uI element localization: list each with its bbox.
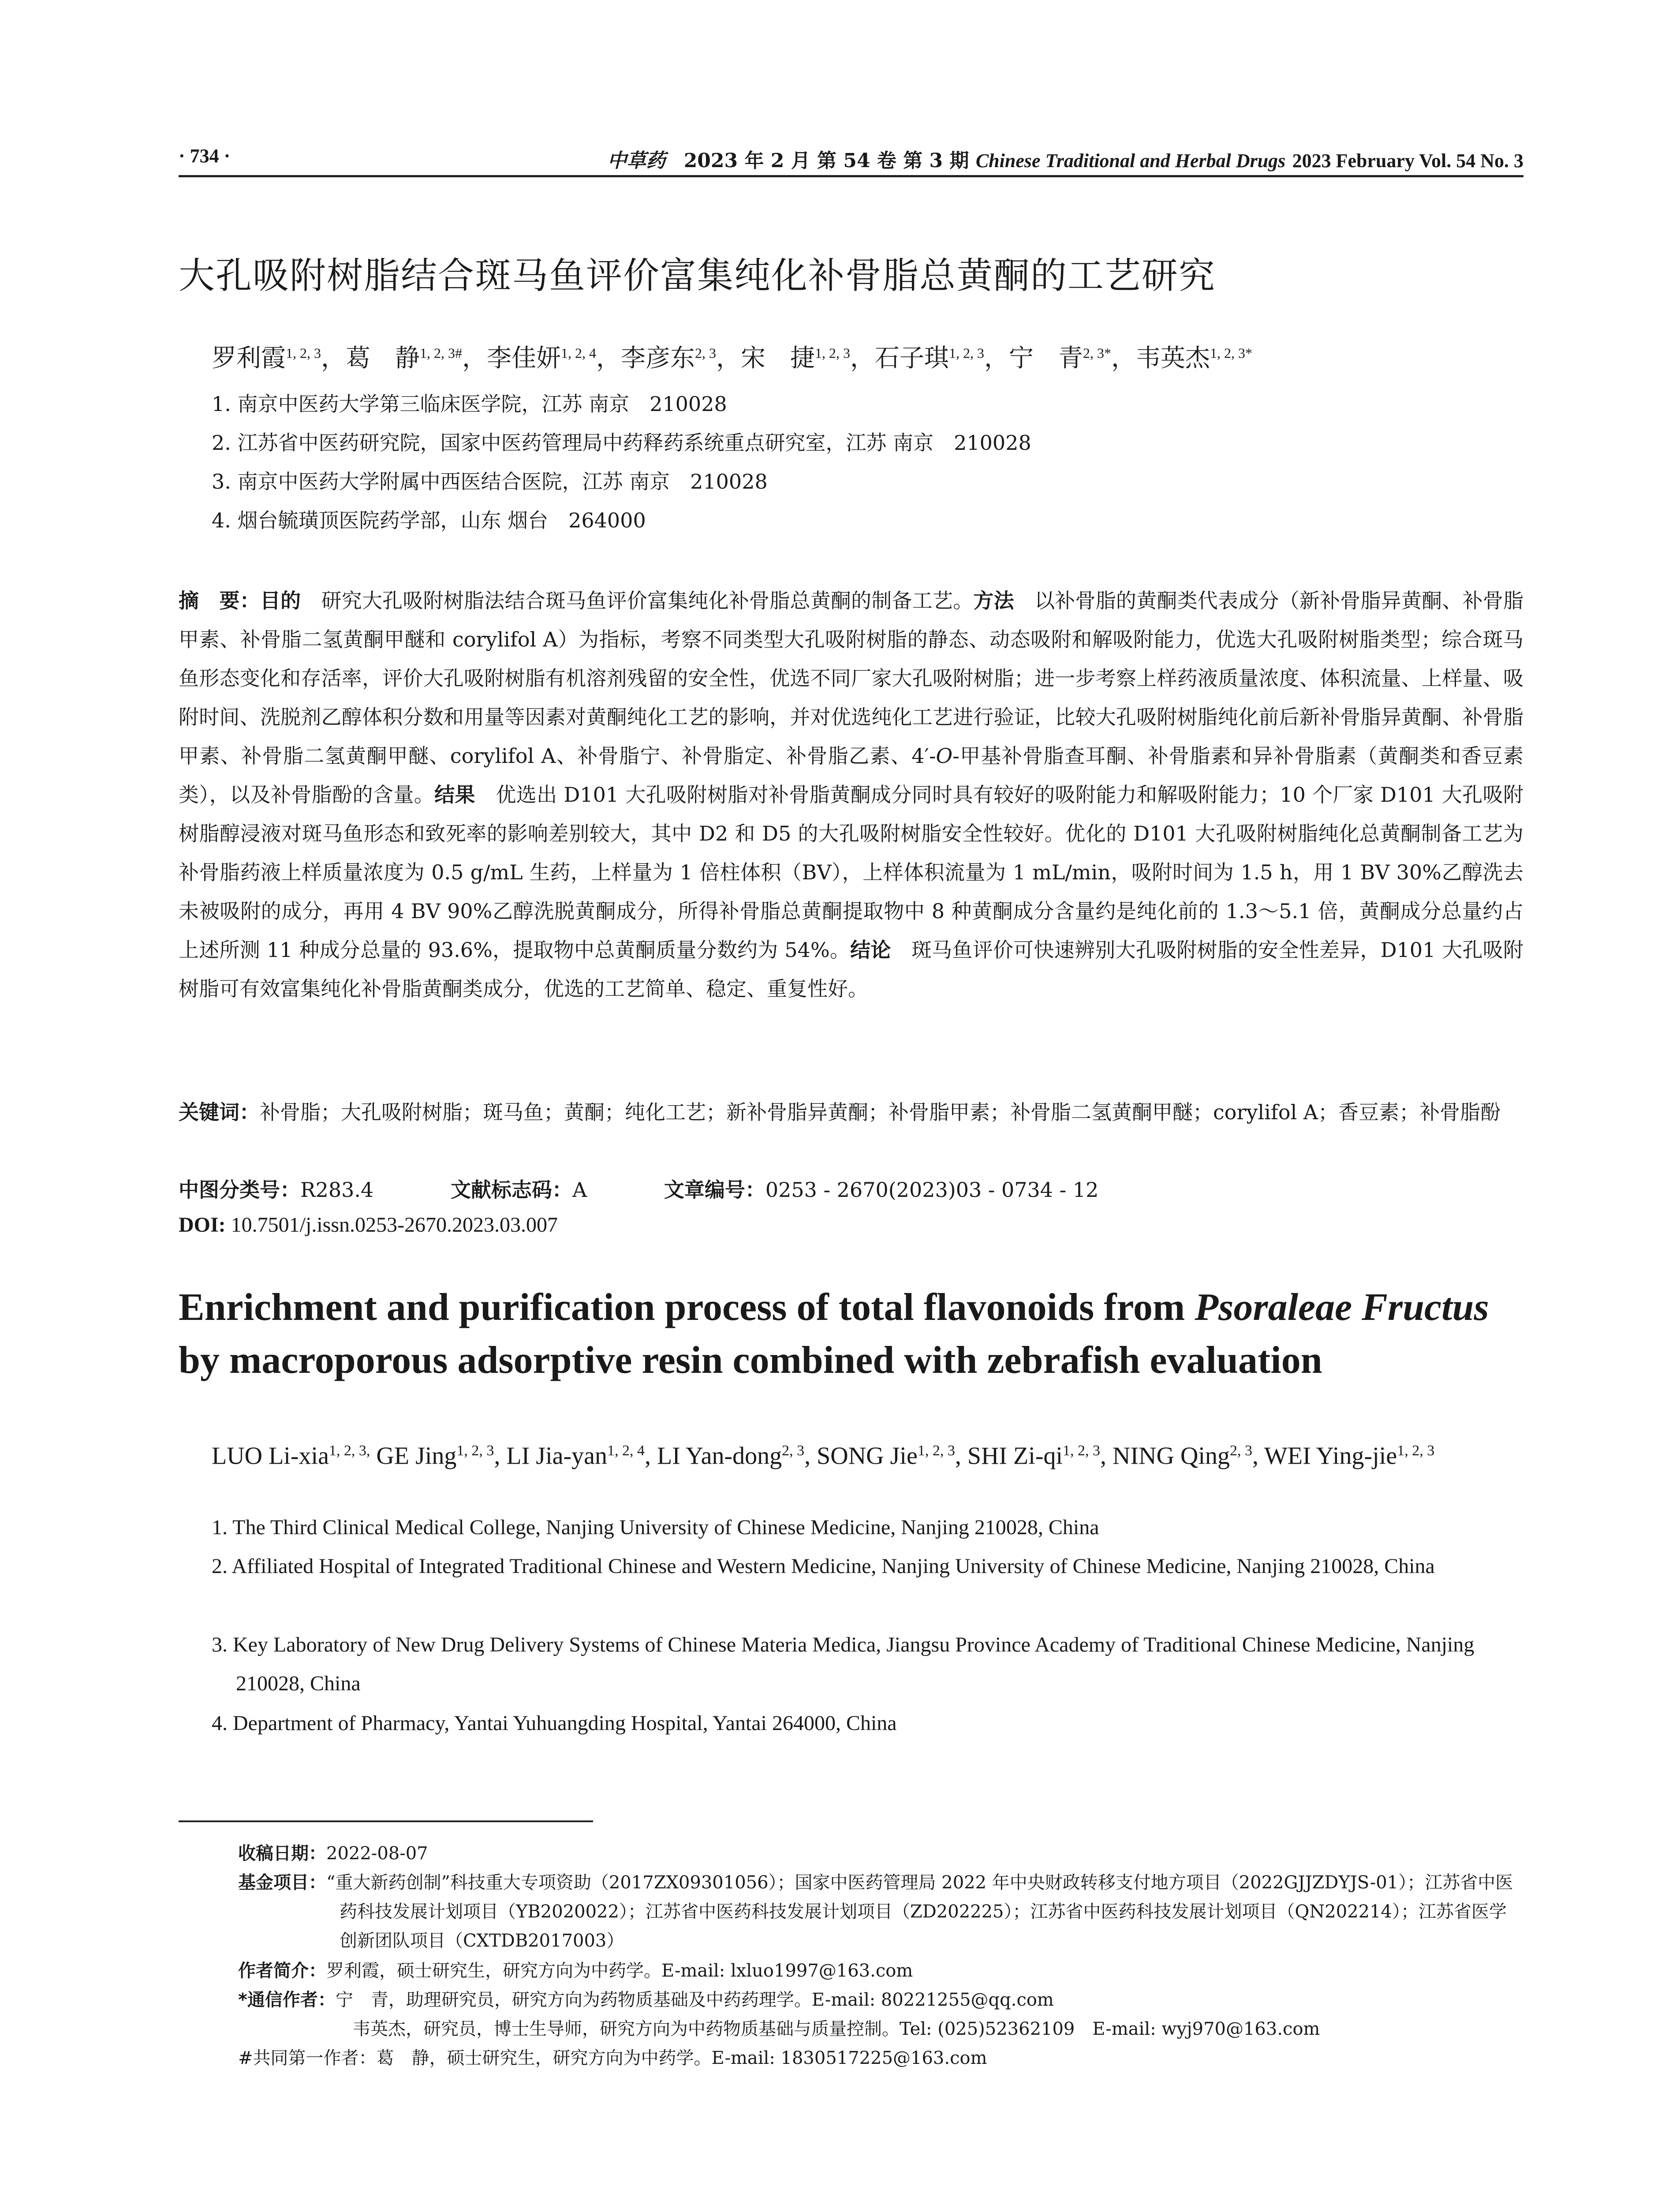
doi-link[interactable]: 10.7501/j.issn.0253-2670.2023.03.007 [225, 1213, 558, 1237]
doi-label: DOI: [179, 1213, 226, 1237]
author-cn-name: 宁 青 [1009, 344, 1083, 373]
article-no-label: 文章编号： [664, 1178, 765, 1202]
author-en-name: SONG Jie [817, 1442, 918, 1470]
clc-label: 中图分类号： [179, 1178, 300, 1202]
conclusion-label: 结论 [850, 938, 891, 962]
author-cn-separator: ， [984, 344, 1009, 373]
clc-value: R283.4 [300, 1178, 374, 1202]
footnote-fund [238, 1868, 1523, 1955]
author-en-separator: , [804, 1442, 817, 1470]
author-cn-affiliation-marker: 1, 2, 3 [815, 345, 850, 361]
article-no-value: 0253 - 2670(2023)03 - 0734 - 12 [765, 1178, 1099, 1202]
journal-logo: 中草药 [607, 149, 666, 172]
author-en-affiliation-marker: 2, 3 [782, 1443, 805, 1459]
title-en-italic: Psoraleae Fructus [1195, 1286, 1489, 1329]
fund-label: 基金项目： [238, 1872, 326, 1893]
author-cn-affiliation-marker: 2, 3* [1083, 345, 1111, 361]
affiliation-cn-1: 1. 南京中医药大学第三临床医学院，江苏 南京 210028 [212, 392, 727, 416]
author-bio-text: 罗利霞，硕士研究生，研究方向为中药学。E-mail: lxluo1997@163.com [326, 1961, 913, 1981]
author-en-name: LI Jia-yan [506, 1442, 607, 1470]
author-en-affiliation-marker: 1, 2, 3 [917, 1443, 955, 1459]
journal-info [607, 145, 1523, 173]
title-en [179, 1281, 1523, 1387]
keywords [179, 1093, 1523, 1132]
author-cn-affiliation-marker: 1, 2, 3* [1210, 345, 1252, 361]
abstract-cn [179, 581, 1523, 1008]
header-rule [179, 175, 1523, 177]
affiliation-en-1: 1. The Third Clinical Medical College, Nanjing University of Chinese Medicine, Nanjing 210028, China [212, 1516, 1099, 1539]
author-cn-affiliation-marker: 2, 3 [695, 345, 716, 361]
result-label: 结果 [434, 783, 475, 807]
doc-code-label: 文献标志码： [450, 1178, 572, 1202]
author-cn-name: 李佳妍 [487, 344, 561, 373]
author-cn-affiliation-marker: 1, 2, 3 [949, 345, 984, 361]
author-cn-name: 宋 捷 [741, 344, 815, 373]
affiliation-en-3: 3. Key Laboratory of New Drug Delivery Systems of Chinese Materia Medica, Jiangsu Province Academy of Traditional Chinese Medicine, Nanjing 210028, China [212, 1633, 1475, 1695]
received-date: 2022-08-07 [326, 1843, 428, 1864]
author-en-name: LUO Li-xia [212, 1442, 329, 1470]
author-en-separator: , [1100, 1442, 1113, 1470]
footnote-cofirst: #共同第一作者：葛 静，硕士研究生，研究方向为中药学。E-mail: 1830517225@163.com [238, 2048, 987, 2068]
author-cn-affiliation-marker: 1, 2, 3 [286, 345, 321, 361]
author-en-affiliation-marker: 1, 2, 3 [456, 1443, 494, 1459]
author-en-name: LI Yan-dong [657, 1442, 782, 1470]
keywords-text: 补骨脂；大孔吸附树脂；斑马鱼；黄酮；纯化工艺；新补骨脂异黄酮；补骨脂甲素；补骨脂二氢黄酮甲醚；corylifol A；香豆素；补骨脂酚 [260, 1100, 1501, 1124]
footnote-corresponding-2: 韦英杰，研究员，博士生导师，研究方向为中药物质基础与质量控制。Tel: (025)52362109 E-mail: wyj970@163.com [353, 2019, 1320, 2039]
corresponding-label: *通信作者： [238, 1990, 336, 2010]
method-tail: -甲基补骨脂查耳酮、补骨脂素和异补骨脂素（黄酮类和香豆素类），以及补骨脂酚的含量。 [179, 744, 1524, 807]
author-en-affiliation-marker: 1, 2, 3, [329, 1443, 370, 1459]
abstract-label: 摘 要： [179, 589, 260, 613]
author-en-affiliation-marker: 2, 3 [1230, 1443, 1253, 1459]
doc-code-value: A [572, 1178, 587, 1202]
author-en-separator: , [955, 1442, 967, 1470]
author-cn-name: 韦英杰 [1136, 344, 1210, 373]
authors-cn [212, 339, 1252, 374]
author-cn-separator: ， [321, 344, 346, 373]
author-en-separator [370, 1443, 376, 1470]
author-en-separator: , [645, 1442, 657, 1470]
conclusion-text: 斑马鱼评价可快速辨别大孔吸附树脂的安全性差异，D101 大孔吸附树脂可有效富集纯化补骨脂黄酮类成分，优选的工艺简单、稳定、重复性好。 [179, 938, 1524, 1001]
author-cn-affiliation-marker: 1, 2, 4 [561, 345, 596, 361]
author-cn-name: 葛 静 [346, 344, 420, 373]
authors-en [212, 1431, 1523, 1476]
corresponding-1-text: 宁 青，助理研究员，研究方向为药物质基础及中药药理学。E-mail: 80221255@qq.com [335, 1990, 1054, 2010]
keywords-label: 关键词： [179, 1100, 260, 1124]
title-en-part1: Enrichment and purification process of total flavonoids from [179, 1286, 1195, 1329]
author-en-separator: , [1252, 1442, 1265, 1470]
running-header [179, 140, 1523, 176]
footnote-corresponding-1 [238, 1985, 1523, 2014]
author-en-name: WEI Ying-jie [1264, 1442, 1397, 1470]
footnote-author [238, 1956, 1523, 1985]
author-cn-name: 李彦东 [621, 344, 695, 373]
affiliation-cn-2: 2. 江苏省中医药研究院，国家中医药管理局中药释药系统重点研究室，江苏 南京 210028 [212, 431, 1031, 455]
footnote-received [238, 1839, 1523, 1868]
journal-issue-cn: 2023 年 2 月 第 54 卷 第 3 期 [683, 149, 969, 172]
title-cn: 大孔吸附树脂结合斑马鱼评价富集纯化补骨脂总黄酮的工艺研究 [179, 255, 1216, 297]
title-en-part2: by macroporous adsorptive resin combined with zebrafish evaluation [179, 1339, 1322, 1382]
author-en-affiliation-marker: 1, 2, 3 [1397, 1443, 1435, 1459]
doi-line [179, 1213, 558, 1237]
author-en-name: NING Qing [1113, 1442, 1230, 1470]
author-cn-name: 石子琪 [875, 344, 949, 373]
affiliation-en-2: 2. Affiliated Hospital of Integrated Traditional Chinese and Western Medicine, Nanjing University of Chinese Medicine, Nanjing 210028, China [212, 1555, 1435, 1578]
author-en-name: GE Jing [376, 1442, 457, 1470]
page-number: · 734 · [179, 145, 231, 167]
author-cn-separator: ， [850, 344, 875, 373]
author-en-name: SHI Zi-qi [967, 1442, 1063, 1470]
journal-name-en: Chinese Traditional and Herbal Drugs [975, 150, 1286, 172]
fund-text: “重大新药创制”科技重大专项资助（2017ZX09301056）；国家中医药管理局 2022 年中央财政转移支付地方项目（2022GJJZDYJS-01）；江苏省中医药科技发展计划项目（YB2020022）；江苏省中医药科技发展计划项目（ZD202225）；江苏省中医药科技发展计划项目（QN202214）；江苏省医学创新团队项目（CXTDB2017003） [326, 1872, 1513, 1951]
result-text: 优选出 D101 大孔吸附树脂对补骨脂黄酮成分同时具有较好的吸附能力和解吸附能力；10 个厂家 D101 大孔吸附树脂醇浸液对斑马鱼形态和致死率的影响差别较大，其中 D2 和 D5 的大孔吸附树脂安全性较好。优化的 D101 大孔吸附树脂纯化总黄酮制备工艺为补骨脂药液上样质量浓度为 0.5 g/mL 生药，上样量为 1 倍柱体积（BV），上样体积流量为 1 mL/min，吸附时间为 1.5 h，用 1 BV 30%乙醇洗去未被吸附的成分，再用 4 BV 90%乙醇洗脱黄酮成分，所得补骨脂总黄酮提取物中 8 种黄酮成分含量约是纯化前的 1.3～5.1 倍，黄酮成分总量约占上述所测 11 种成分总量的 93.6%，提取物中总黄酮质量分数约为 54%。 [179, 783, 1524, 962]
journal-issue-en: 2023 February Vol. 54 No. 3 [1292, 150, 1523, 172]
author-en-separator: , [494, 1442, 507, 1470]
author-cn-separator: ， [716, 344, 741, 373]
author-cn-separator: ， [462, 344, 487, 373]
purpose-text: 研究大孔吸附树脂法结合斑马鱼评价富集纯化补骨脂总黄酮的制备工艺。 [301, 589, 974, 613]
author-en-affiliation-marker: 1, 2, 4 [607, 1443, 645, 1459]
received-label: 收稿日期： [238, 1843, 326, 1864]
method-italic: O [936, 744, 953, 768]
author-cn-affiliation-marker: 1, 2, 3# [420, 345, 462, 361]
author-cn-separator: ， [596, 344, 621, 373]
author-cn-name: 罗利霞 [212, 344, 286, 373]
classification-line [179, 1174, 1169, 1203]
footnote-rule [179, 1820, 593, 1822]
affiliation-cn-4: 4. 烟台毓璜顶医院药学部，山东 烟台 264000 [212, 508, 646, 532]
author-bio-label: 作者简介： [238, 1961, 326, 1981]
method-label: 方法 [973, 589, 1014, 613]
affiliation-en-4: 4. Department of Pharmacy, Yantai Yuhuangding Hospital, Yantai 264000, China [212, 1712, 897, 1735]
author-cn-separator: ， [1111, 344, 1136, 373]
affiliation-cn-3: 3. 南京中医药大学附属中西医结合医院，江苏 南京 210028 [212, 470, 768, 493]
method-text: 以补骨脂的黄酮类代表成分（新补骨脂异黄酮、补骨脂甲素、补骨脂二氢黄酮甲醚和 corylifol A）为指标，考察不同类型大孔吸附树脂的静态、动态吸附和解吸附能力，优选大孔吸附树脂类型；综合斑马鱼形态变化和存活率，评价大孔吸附树脂有机溶剂残留的安全性，优选不同厂家大孔吸附树脂；进一步考察上样药液质量浓度、体积流量、上样量、吸附时间、洗脱剂乙醇体积分数和用量等因素对黄酮纯化工艺的影响，并对优选纯化工艺进行验证，比较大孔吸附树脂纯化前后新补骨脂异黄酮、补骨脂甲素、补骨脂二氢黄酮甲醚、corylifol A、补骨脂宁、补骨脂定、补骨脂乙素、4′- [179, 589, 1524, 768]
purpose-label: 目的 [260, 589, 301, 613]
author-en-affiliation-marker: 1, 2, 3 [1063, 1443, 1101, 1459]
